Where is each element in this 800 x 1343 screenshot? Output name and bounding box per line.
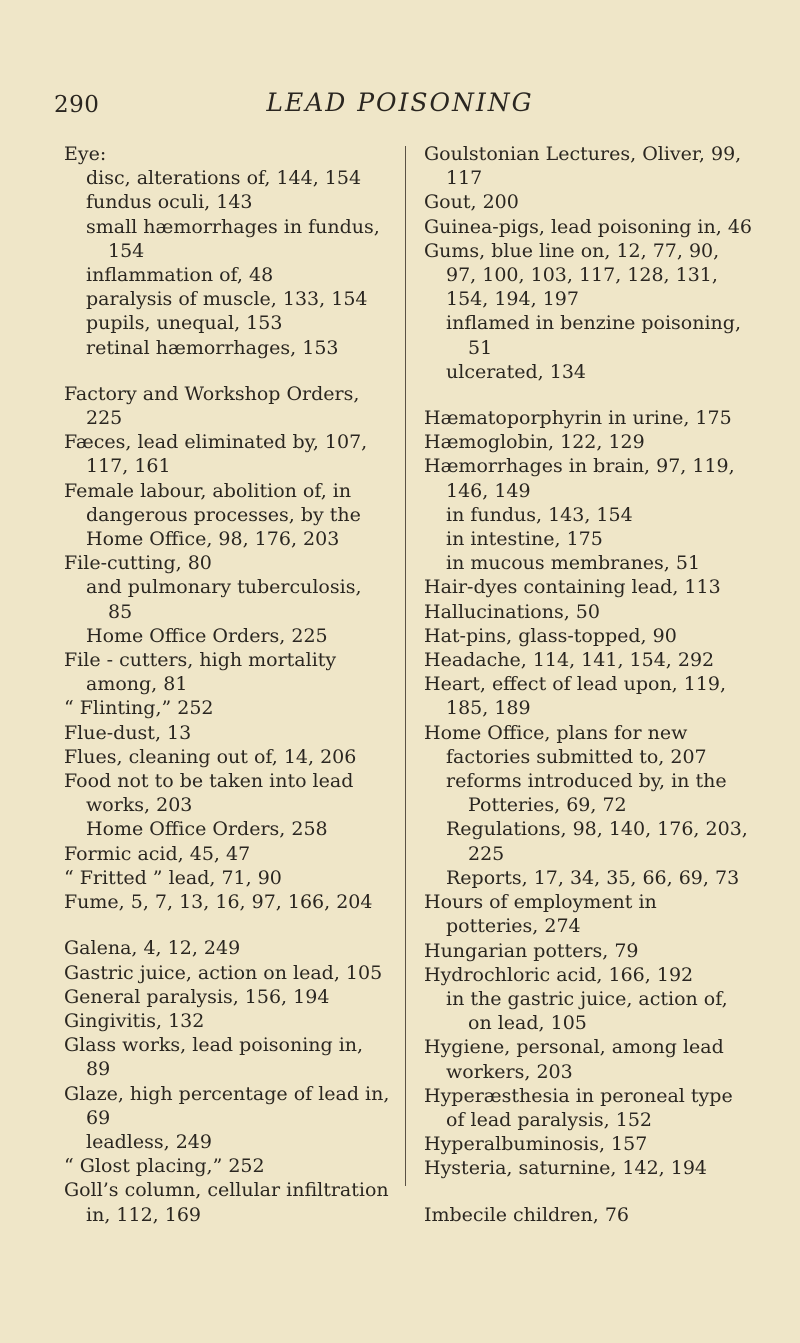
- index-entry: Galena, 4, 12, 249: [64, 937, 241, 960]
- index-subentry: disc, alterations of, 144, 154: [86, 167, 362, 190]
- index-entry: Gingivitis, 132: [64, 1009, 205, 1032]
- index-entry: Hat-pins, glass-topped, 90: [424, 624, 677, 647]
- index-entry: Flue-dust, 13: [64, 721, 192, 744]
- index-entry: “ Glost placing,” 252: [64, 1155, 265, 1178]
- index-entry: Hysteria, saturnine, 142, 194: [424, 1157, 708, 1180]
- index-column-left: [64, 142, 390, 1227]
- running-title: LEAD POISONING: [266, 88, 534, 117]
- index-entry: Hæmatoporphyrin in urine, 175: [424, 407, 732, 430]
- index-subentry: inflammation of, 48: [86, 264, 274, 287]
- index-subentry: paralysis of muscle, 133, 154: [86, 288, 368, 311]
- index-subentry: Reports, 17, 34, 35, 66, 69, 73: [446, 866, 740, 889]
- index-subentry: pupils, unequal, 153: [86, 312, 283, 335]
- index-subentry: in fundus, 143, 154: [446, 503, 633, 526]
- index-entry: Guinea-pigs, lead poisoning in, 46: [424, 215, 752, 238]
- index-entry: Factory and Workshop Orders, 225: [64, 382, 360, 430]
- index-subentry: in mucous membranes, 51: [446, 552, 701, 575]
- index-subentry: fundus oculi, 143: [86, 191, 253, 214]
- index-entry: Hours of employment in potteries, 274: [424, 891, 657, 938]
- index-entry: Eye:: [64, 143, 107, 165]
- index-entry: “ Fritted ” lead, 71, 90: [64, 866, 282, 889]
- index-entry: Hungarian potters, 79: [424, 939, 639, 962]
- index-subentry: in the gastric juice, action of, on lead, 105: [446, 987, 728, 1035]
- index-entry: Hallucinations, 50: [424, 600, 600, 623]
- index-entry: Female labour, abolition of, in dangerous processes, by the Home Office, 98, 176, 203: [64, 479, 361, 551]
- index-entry: Home Office, plans for new factories submitted to, 207: [424, 721, 707, 768]
- index-subentry: Home Office Orders, 258: [86, 818, 328, 841]
- index-entry: Hydrochloric acid, 166, 192: [424, 963, 694, 986]
- index-entry: Hæmoglobin, 122, 129: [424, 431, 645, 454]
- index-entry: File-cutting, 80: [64, 552, 212, 575]
- index-subentry: in intestine, 175: [446, 528, 603, 551]
- index-entry: Flues, cleaning out of, 14, 206: [64, 745, 357, 768]
- column-divider: [405, 146, 406, 1186]
- index-entry: Hygiene, personal, among lead workers, 203: [424, 1036, 724, 1083]
- index-entry: File - cutters, high mortality among, 81: [64, 649, 337, 696]
- index-entry: Hyperæsthesia in peroneal type of lead paralysis, 152: [424, 1084, 733, 1131]
- index-subentry: leadless, 249: [86, 1130, 212, 1153]
- index-entry: Glaze, high percentage of lead in, 69: [64, 1082, 390, 1129]
- index-entry: Goulstonian Lectures, Oliver, 99, 117: [424, 143, 742, 190]
- index-subentry: and pulmonary tuberculosis, 85: [86, 576, 362, 623]
- index-entry: Glass works, lead poisoning in, 89: [64, 1034, 364, 1081]
- index-entry: Food not to be taken into lead works, 203: [64, 770, 354, 817]
- index-entry: Gout, 200: [424, 191, 519, 214]
- index-subentry: small hæmorrhages in fundus, 154: [86, 215, 380, 262]
- index-entry: Heart, effect of lead upon, 119, 185, 189: [424, 673, 727, 720]
- index-subentry: Regulations, 98, 140, 176, 203, 225: [446, 818, 748, 865]
- index-entry: Gums, blue line on, 12, 77, 90, 97, 100, 103, 117, 128, 131, 154, 194, 197: [424, 239, 720, 311]
- index-subentry: Home Office Orders, 225: [86, 624, 328, 647]
- index-column-right: [424, 142, 754, 1227]
- index-subentry: ulcerated, 134: [446, 360, 586, 383]
- index-entry: Fæces, lead eliminated by, 107, 117, 161: [64, 431, 368, 478]
- index-entry: Fume, 5, 7, 13, 16, 97, 166, 204: [64, 891, 373, 914]
- index-entry: Headache, 114, 141, 154, 292: [424, 649, 715, 672]
- index-entry: Imbecile children, 76: [424, 1203, 630, 1226]
- index-entry: Goll’s column, cellular infiltration in, 112, 169: [64, 1179, 389, 1226]
- index-entry: General paralysis, 156, 194: [64, 985, 330, 1008]
- index-entry: Hæmorrhages in brain, 97, 119, 146, 149: [424, 455, 735, 502]
- index-entry: Hyperalbuminosis, 157: [424, 1133, 648, 1156]
- index-entry: “ Flinting,” 252: [64, 697, 214, 720]
- index-entry: Hair-dyes containing lead, 113: [424, 576, 721, 599]
- index-entry: Gastric juice, action on lead, 105: [64, 961, 383, 984]
- page-number: 290: [54, 92, 100, 118]
- index-subentry: reforms introduced by, in the Potteries, 69, 72: [446, 770, 727, 817]
- index-subentry: retinal hæmorrhages, 153: [86, 336, 339, 359]
- index-entry: Formic acid, 45, 47: [64, 842, 251, 865]
- index-subentry: inflamed in benzine poisoning, 51: [446, 312, 742, 359]
